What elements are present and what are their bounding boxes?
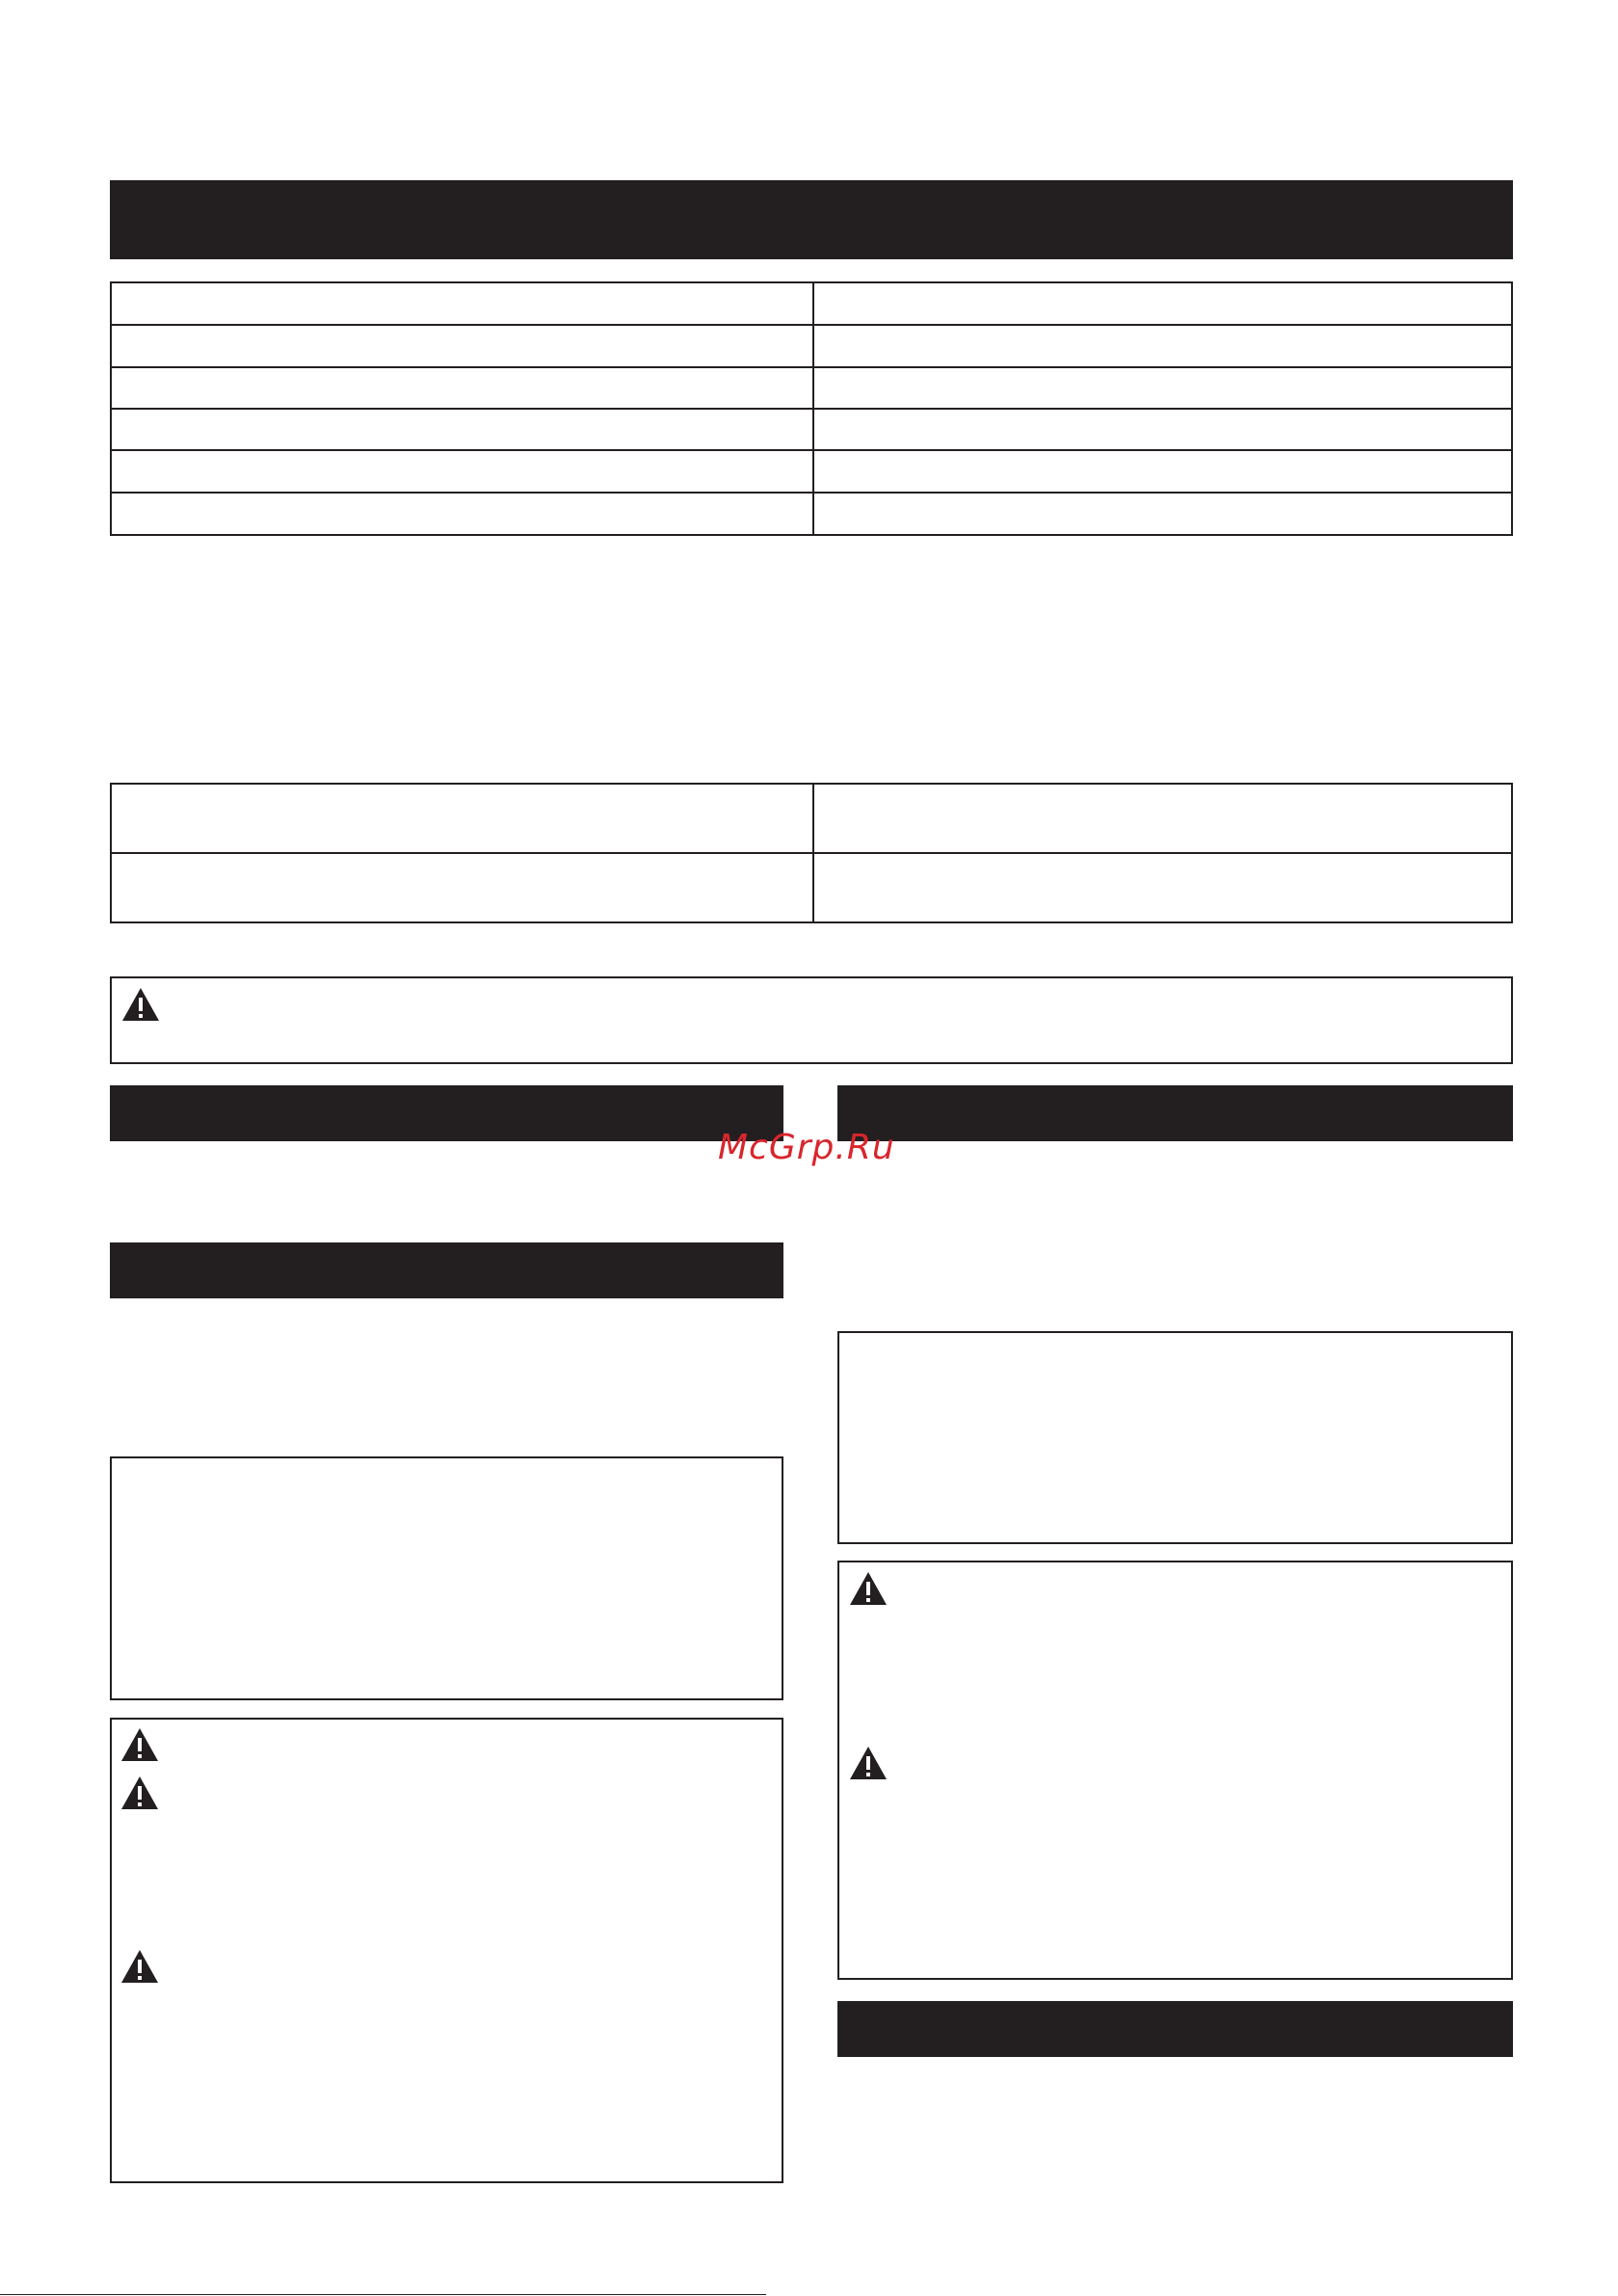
warning-box-right	[837, 1561, 1513, 1980]
warning-triangle-icon	[120, 1775, 159, 1810]
specifications-table	[110, 281, 1513, 536]
table-row	[111, 282, 1512, 325]
page-header-bar	[110, 180, 1513, 259]
table-row	[111, 325, 1512, 367]
warning-box-wide	[110, 976, 1513, 1064]
table-row	[111, 784, 1512, 853]
section-header-bar-left-1	[110, 1085, 783, 1141]
table-row	[111, 450, 1512, 493]
warning-box-left	[110, 1718, 783, 2183]
section-header-bar-right-1	[837, 1085, 1513, 1141]
section-header-bar-left-2	[110, 1242, 783, 1298]
watermark: McGrp.Ru	[718, 1128, 895, 1167]
noise-vibration-table	[110, 783, 1513, 923]
table-row	[111, 409, 1512, 450]
warning-triangle-icon	[849, 1746, 888, 1780]
note-box-right	[837, 1331, 1513, 1544]
section-header-bar-right-2	[837, 2001, 1513, 2057]
table-row	[111, 853, 1512, 922]
table-row	[111, 493, 1512, 535]
warning-triangle-icon	[120, 1727, 159, 1762]
footer-divider	[0, 2294, 766, 2295]
note-box-left	[110, 1456, 783, 1700]
warning-triangle-icon	[849, 1571, 888, 1606]
warning-triangle-icon	[120, 1949, 159, 1984]
warning-triangle-icon	[121, 987, 160, 1022]
table-row	[111, 367, 1512, 409]
